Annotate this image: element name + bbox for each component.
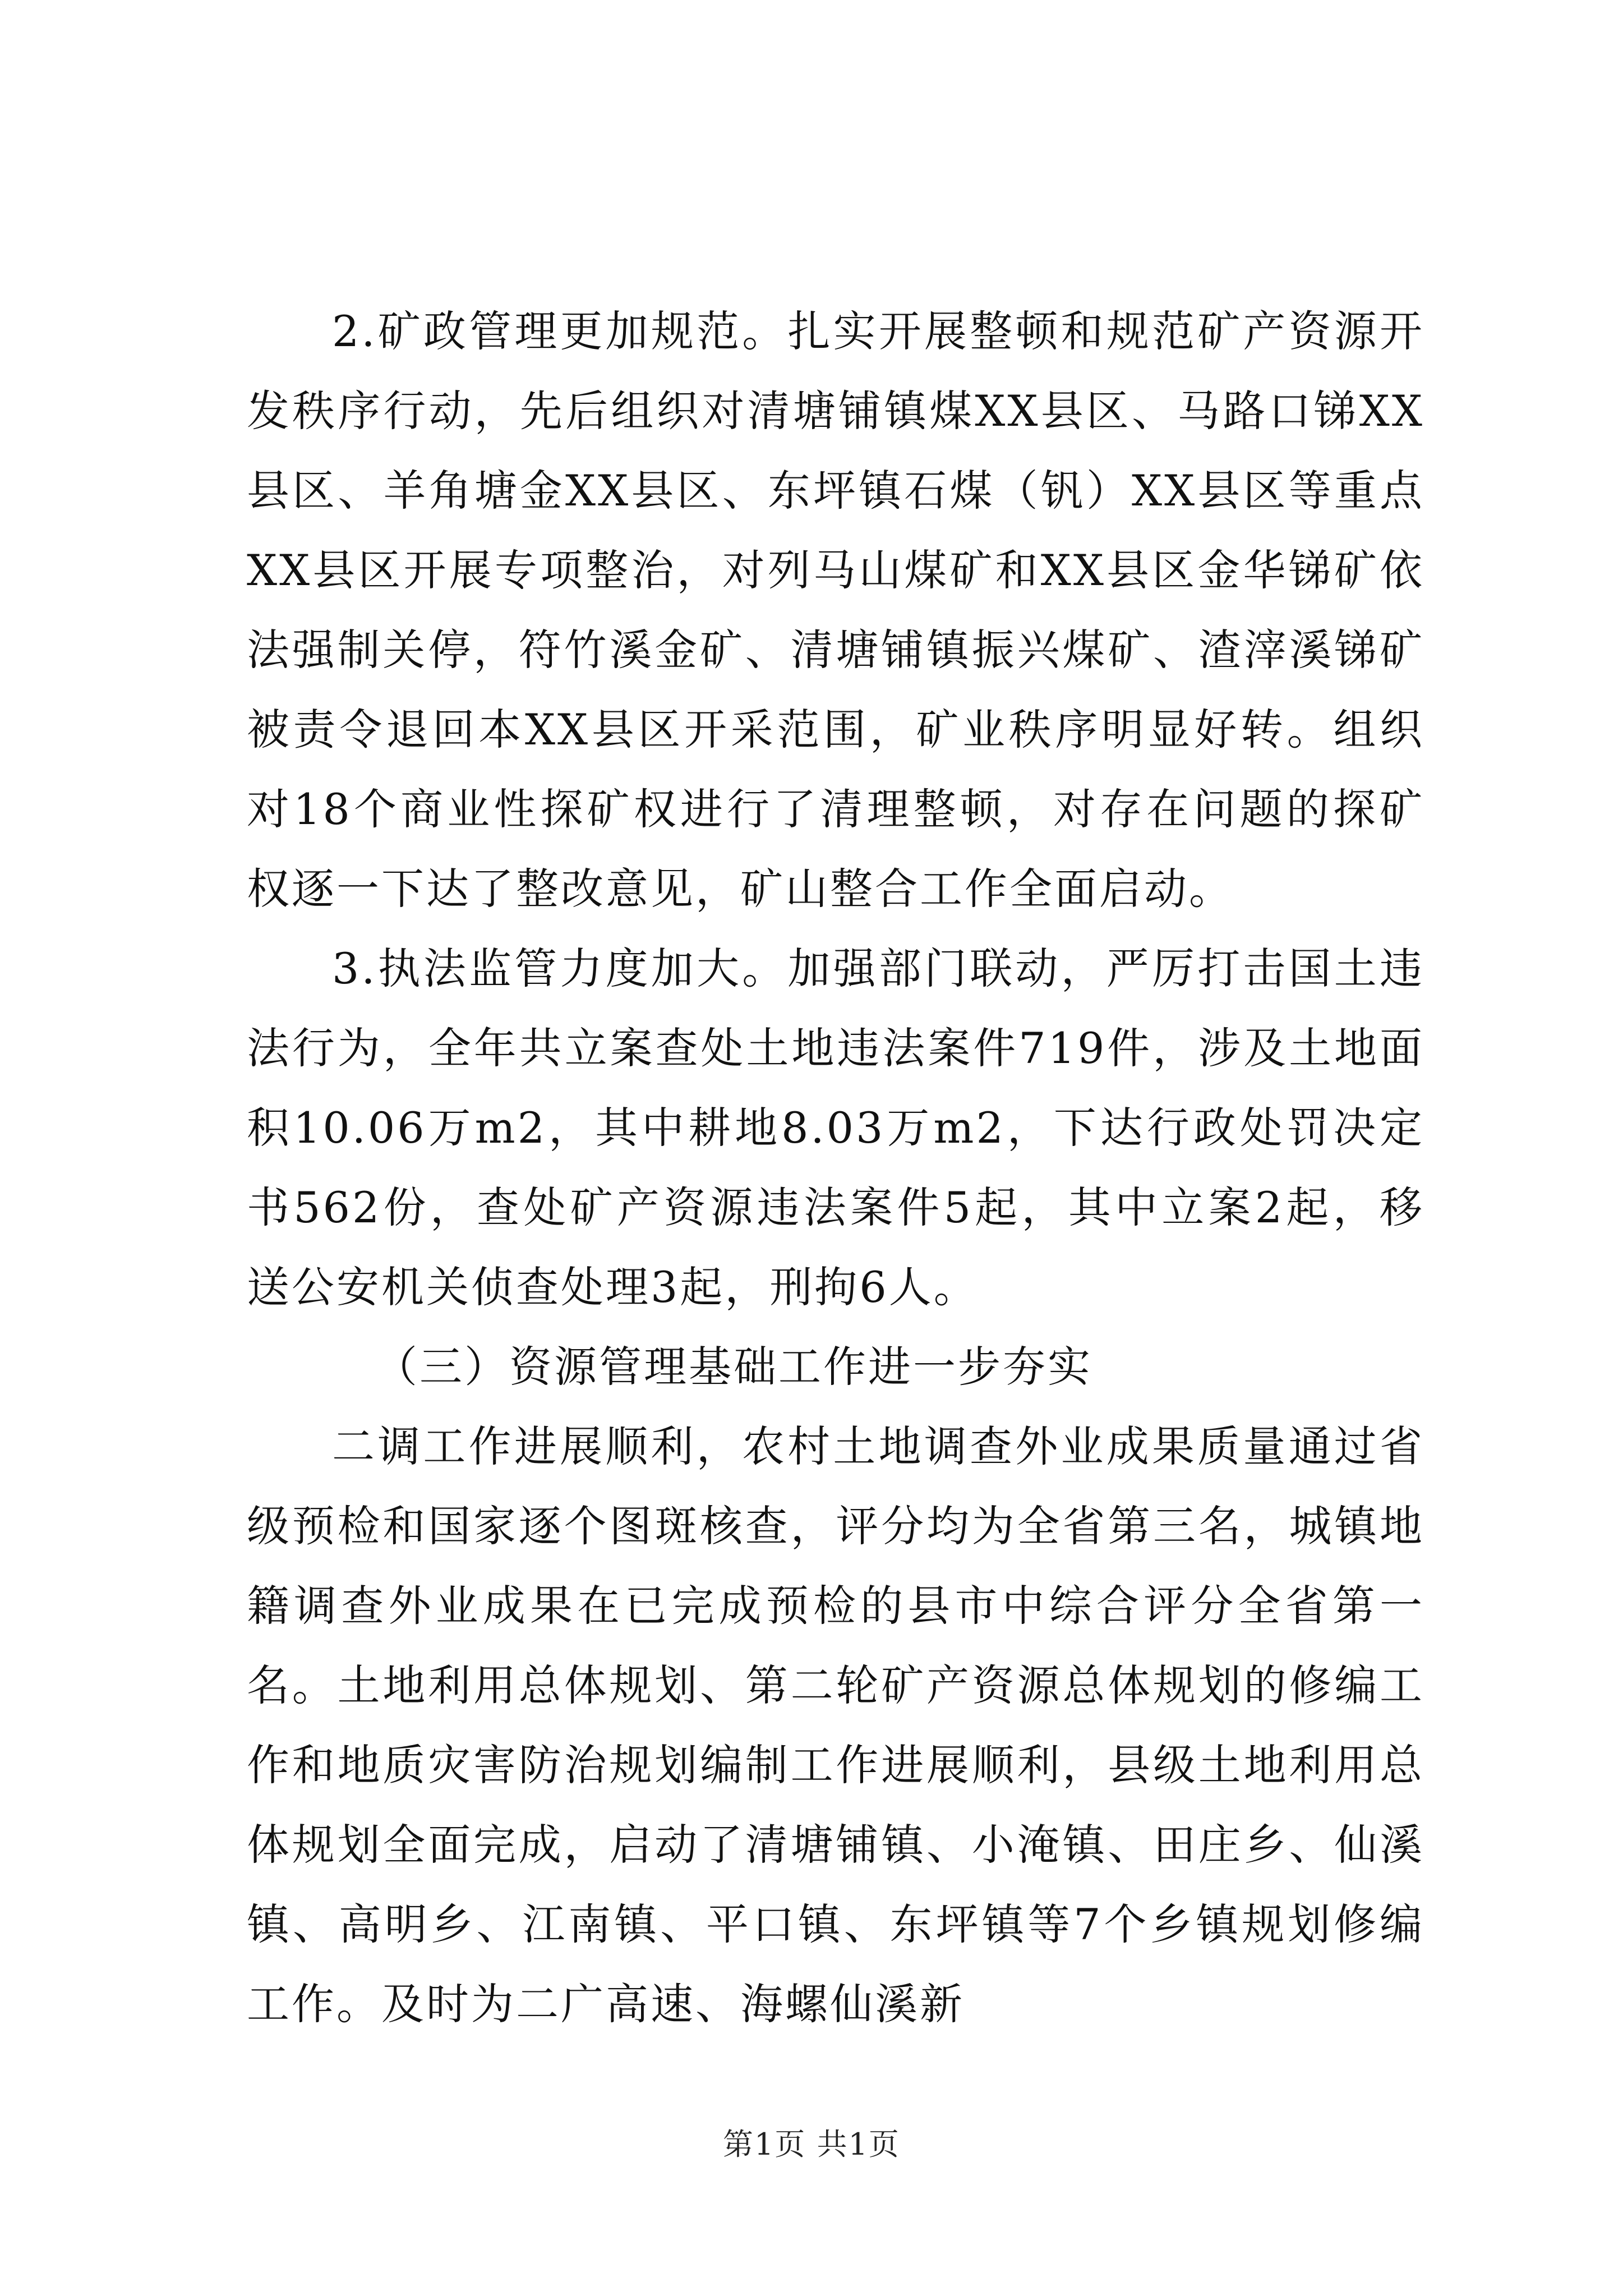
paragraph-mining-management: 2.矿政管理更加规范。扎实开展整顿和规范矿产资源开发秩序行动，先后组织对清塘铺镇煤XX县区、马路口锑XX县区、羊角塘金XX县区、东坪镇石煤（钒）XX县区等重点XX县区开展专项整治，对列马山煤矿和XX县区金华锑矿依法强制关停，符竹溪金矿、清塘铺镇振兴煤矿、渣滓溪锑矿被责令退回本XX县区开采范围，矿业秩序明显好转。组织对18个商业性探矿权进行了清理整顿，对存在问题的探矿权逐一下达了整改意见，矿山整合工作全面启动。: [247, 306, 1424, 914]
paragraph-law-enforcement: 3.执法监管力度加大。加强部门联动，严厉打击国土违法行为，全年共立案查处土地违法案件719件，涉及土地面积10.06万m2，其中耕地8.03万m2，下达行政处罚决定书562份，查处矿产资源违法案件5起，其中立案2起，移送公安机关侦查处理3起，刑拘6人。: [247, 944, 1424, 1312]
section-heading-resource-management: （三）资源管理基础工作进一步夯实: [375, 1342, 1092, 1392]
page-footer: 第1页 共1页: [723, 2127, 900, 2162]
document-body: [247, 292, 1424, 2044]
paragraph-land-survey: 二调工作进展顺利，农村土地调查外业成果质量通过省级预检和国家逐个图斑核查，评分均为全省第三名，城镇地籍调查外业成果在已完成预检的县市中综合评分全省第一名。土地利用总体规划、第二轮矿产资源总体规划的修编工作和地质灾害防治规划编制工作进展顺利，县级土地利用总体规划全面完成，启动了清塘铺镇、小淹镇、田庄乡、仙溪镇、高明乡、江南镇、平口镇、东坪镇等7个乡镇规划修编工作。及时为二广高速、海螺仙溪新: [247, 1421, 1424, 2029]
